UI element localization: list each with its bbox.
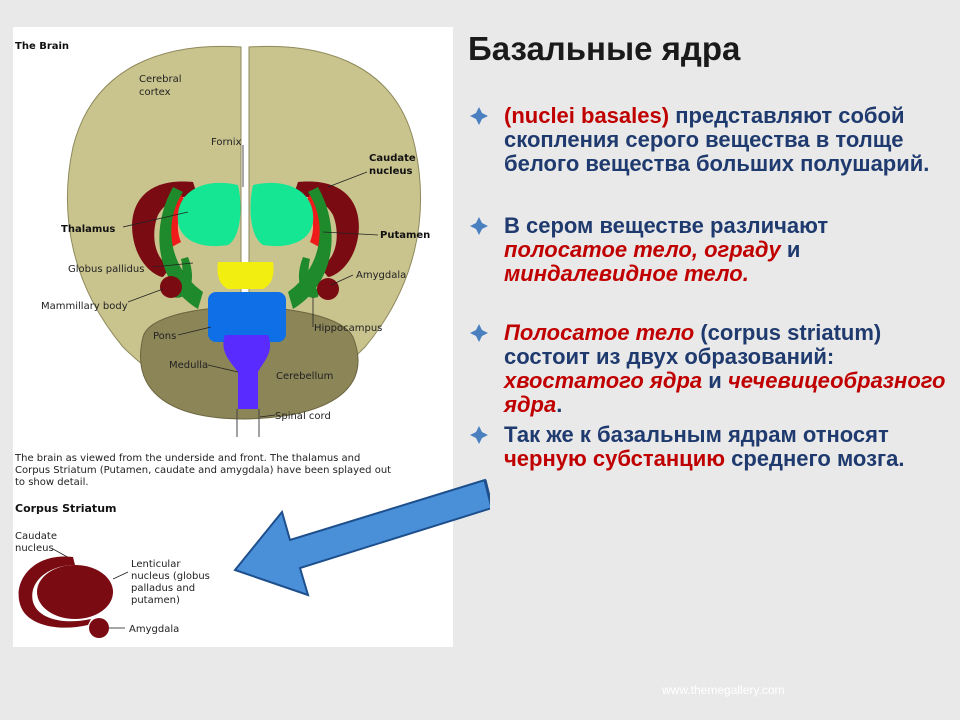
bullet-1-term: (nuclei basales) — [504, 103, 670, 128]
lenticular-line-1: Lenticular — [131, 559, 181, 570]
label-fornix: Fornix — [211, 137, 242, 148]
midbrain — [217, 262, 273, 289]
striatum-title: Corpus Striatum — [15, 502, 117, 515]
bullet-item — [470, 104, 955, 176]
caption-line-3: to show detail. — [15, 477, 89, 488]
label-globus: Globus pallidus — [68, 264, 145, 275]
diamond-bullet-icon — [470, 217, 488, 235]
lenticular-line-2: nucleus (globus — [131, 571, 210, 582]
label-putamen: Putamen — [380, 230, 431, 241]
diamond-bullet-icon — [470, 324, 488, 342]
bullet-2-text-2: и — [780, 237, 801, 262]
figure-title: The Brain — [15, 41, 70, 52]
lenticular-line-3: palladus and — [131, 583, 196, 594]
lenticular-line-4: putamen) — [131, 595, 180, 606]
label-cerebellum: Cerebellum — [276, 371, 334, 382]
label-caudate-1: Caudate — [369, 153, 416, 164]
caption-line-2: Corpus Striatum (Putamen, caudate and amygdala) have been splayed out — [15, 465, 392, 476]
label-thalamus: Thalamus — [61, 224, 116, 235]
bullet-3-text-2: и — [702, 368, 728, 393]
lenticular-nucleus-shape — [37, 565, 113, 619]
pons-shape — [208, 292, 286, 342]
amygdala-left — [160, 276, 182, 298]
bullet-4-text-1: Так же к базальным ядрам относят — [504, 422, 889, 447]
label-cerebral-1: Cerebral — [139, 74, 182, 85]
striatum-caudate-1: Caudate — [15, 531, 57, 542]
striatum-caudate-2: nucleus — [15, 543, 54, 554]
striatum-amygdala-shape — [89, 618, 109, 638]
label-pons: Pons — [153, 331, 177, 342]
bullet-2-term-2: миндалевидное тело. — [504, 261, 749, 286]
bullet-4-term: черную субстанцию — [504, 446, 726, 471]
bullet-item — [470, 214, 955, 286]
label-hippocampus: Hippocampus — [314, 323, 383, 334]
bullet-3-term-2: хвостатого ядра — [504, 368, 703, 393]
diamond-bullet-icon — [470, 107, 488, 125]
label-mammillary: Mammillary body — [41, 301, 128, 312]
striatum-amygdala-label: Amygdala — [129, 624, 180, 635]
label-caudate-2: nucleus — [369, 166, 413, 177]
label-medulla: Medulla — [169, 360, 209, 371]
label-cerebral-2: cortex — [139, 87, 171, 98]
label-spinal: Spinal cord — [275, 411, 331, 422]
caption-line-1: The brain as viewed from the underside and front. The thalamus and — [15, 453, 361, 464]
bullet-item — [470, 423, 955, 471]
bullet-2-text-1: В сером веществе различают — [504, 213, 829, 238]
pointer-arrow — [230, 460, 490, 600]
bullet-list — [470, 104, 955, 471]
bullet-3-term-1: Полосатое тело — [504, 320, 695, 345]
amygdala-right — [317, 278, 339, 300]
bullet-3-text-1: (corpus striatum) состоит из двух образований: — [504, 320, 882, 369]
label-amygdala: Amygdala — [356, 270, 407, 281]
bullet-4-text-2: среднего мозга. — [725, 446, 905, 471]
bullet-1-text: представляют собой скопления серого вещества в толще белого вещества больших полушарий. — [504, 103, 930, 176]
bullet-3-text-3: . — [556, 392, 563, 417]
slide-title: Базальные ядра — [468, 30, 741, 67]
bullet-item — [470, 321, 955, 417]
bullet-3-term-3: чечевицеобразного ядра — [504, 368, 946, 417]
diamond-bullet-icon — [470, 426, 488, 444]
footer-url[interactable]: www.themegallery.com — [662, 683, 785, 697]
bullet-2-term-1: полосатое тело, ограду — [504, 237, 781, 262]
